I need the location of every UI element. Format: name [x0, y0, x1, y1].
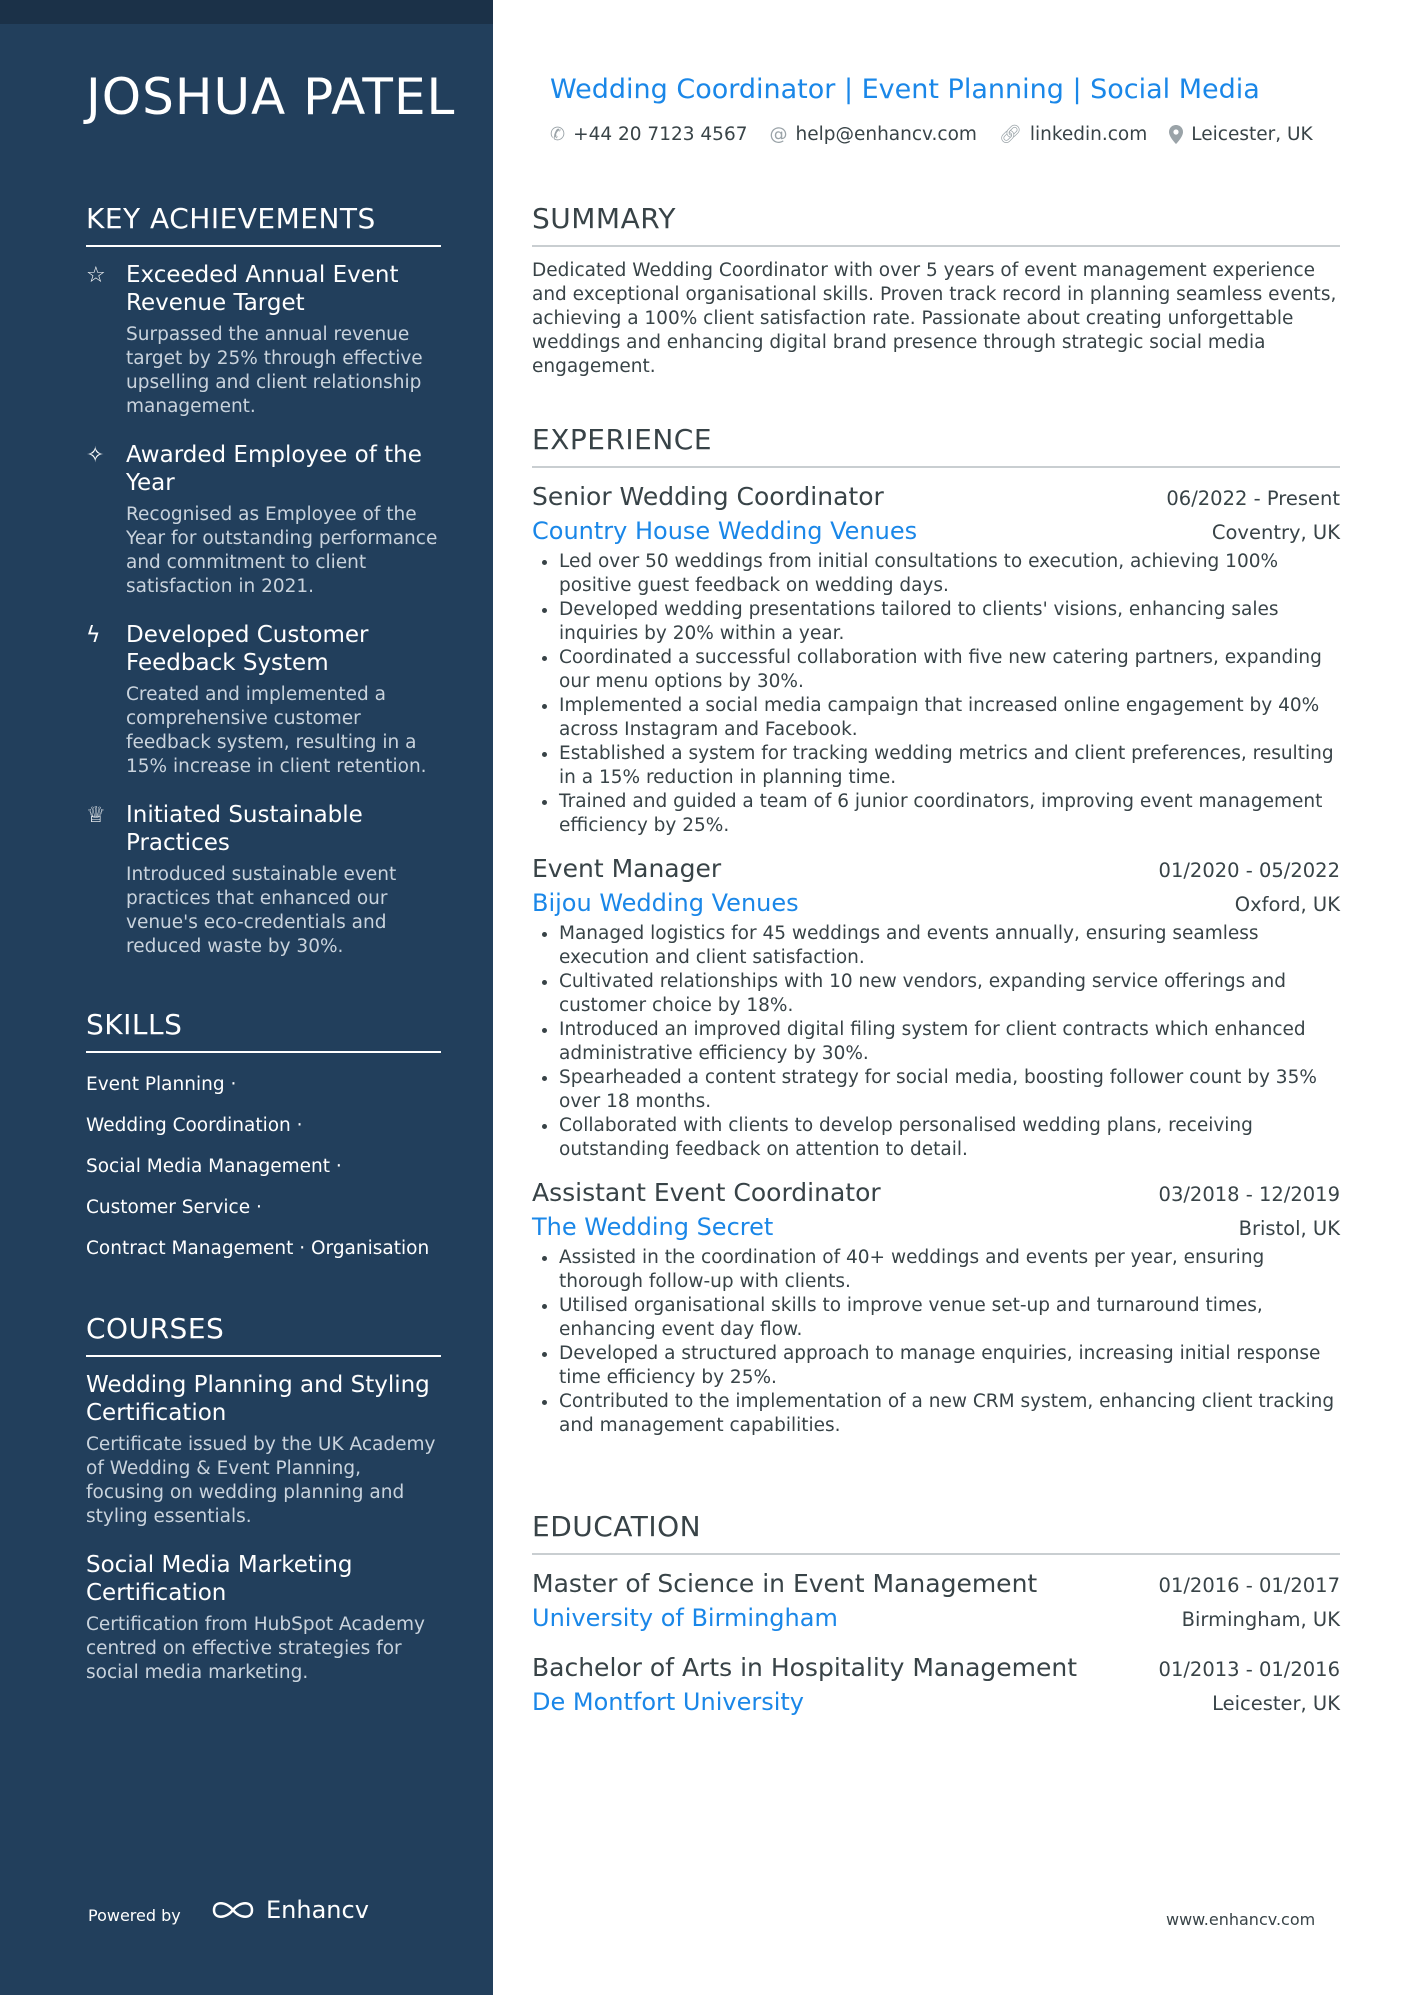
job-company-row	[532, 514, 1340, 548]
education-location: Birmingham, UK	[1181, 1608, 1340, 1631]
achievement-title: Exceeded Annual Event Revenue Target	[126, 262, 399, 316]
education-dates: 01/2013 - 01/2016	[1158, 1658, 1340, 1681]
sidebar-top-bar	[0, 0, 493, 24]
skill-item: Event Planning ·	[86, 1074, 237, 1095]
skill-item: Wedding Coordination ·	[86, 1115, 303, 1136]
lightning-bolt-icon: ϟ	[86, 623, 101, 648]
course-description: Certification from HubSpot Academy centred on effective strategies for social media marketing.	[86, 1614, 425, 1683]
achievements-heading: KEY ACHIEVEMENTS	[86, 202, 441, 247]
job-title: Assistant Event Coordinator	[532, 1178, 881, 1207]
job-location: Oxford, UK	[1234, 893, 1340, 916]
at-sign-icon: @	[769, 124, 788, 145]
education-section	[532, 1510, 1340, 1735]
degree-title: Bachelor of Arts in Hospitality Management	[532, 1653, 1078, 1682]
enhancv-logo[interactable]	[210, 1896, 369, 1924]
job-bullet: • Trained and guided a team of 6 junior coordinators, improving event management efficiency by 25%.	[559, 790, 1340, 838]
job-bullet: • Contributed to the implementation of a new CRM system, enhancing client tracking and management capabilities.	[559, 1390, 1340, 1438]
achievement-description: Surpassed the annual revenue target by 25% through effective upselling and client relationship management.	[126, 324, 423, 417]
achievement-title: Developed Customer Feedback System	[126, 622, 369, 676]
achievements-section	[86, 202, 441, 981]
company-name[interactable]: Country House Wedding Venues	[532, 517, 918, 545]
job-bullets	[532, 550, 1340, 838]
job-bullets	[532, 922, 1340, 1162]
job-title-row	[532, 480, 1340, 514]
achievements-list	[86, 261, 441, 959]
job-bullet: • Coordinated a successful collaboration with five new catering partners, expanding our menu options by 30%.	[559, 646, 1340, 694]
job-bullet: • Spearheaded a content strategy for social media, boosting follower count by 35% over 18 months.	[559, 1066, 1340, 1114]
job-bullet: • Collaborated with clients to develop personalised wedding plans, receiving outstanding feedback on attention to detail.	[559, 1114, 1340, 1162]
summary-section	[532, 202, 1340, 379]
job-bullets	[532, 1246, 1340, 1438]
job-bullet: • Developed a structured approach to manage enquiries, increasing initial response time efficiency by 25%.	[559, 1342, 1340, 1390]
contact-phone[interactable]	[550, 124, 747, 145]
contact-email[interactable]	[769, 124, 976, 145]
courses-section	[86, 1312, 441, 1707]
course-title: Social Media Marketing Certification	[86, 1552, 353, 1606]
experience-heading: EXPERIENCE	[532, 423, 1340, 468]
job-company-row	[532, 886, 1340, 920]
achievement-title: Awarded Employee of the Year	[126, 442, 422, 496]
job-entry	[532, 1176, 1340, 1438]
skill-item: Contract Management · Organisation	[86, 1238, 430, 1259]
achievement-title: Initiated Sustainable Practices	[126, 802, 363, 856]
achievement-item	[86, 621, 441, 779]
job-bullet: • Cultivated relationships with 10 new vendors, expanding service offerings and customer choice by 18%.	[559, 970, 1340, 1018]
job-dates: 03/2018 - 12/2019	[1158, 1183, 1340, 1206]
job-location: Bristol, UK	[1238, 1217, 1340, 1240]
education-school-row	[532, 1601, 1340, 1635]
education-heading: EDUCATION	[532, 1510, 1340, 1555]
magic-wand-icon: ✧	[86, 443, 105, 468]
job-title: Event Manager	[532, 854, 722, 883]
course-title: Wedding Planning and Styling Certification	[86, 1372, 430, 1426]
job-location: Coventry, UK	[1211, 521, 1340, 544]
education-dates: 01/2016 - 01/2017	[1158, 1574, 1340, 1597]
powered-by-label: Powered by	[88, 1906, 181, 1925]
achievement-description: Created and implemented a comprehensive customer feedback system, resulting in a 15% increase in client retention.	[126, 684, 427, 777]
job-dates: 01/2020 - 05/2022	[1158, 859, 1340, 882]
skills-list	[86, 1067, 441, 1261]
education-list	[532, 1567, 1340, 1719]
enhancv-logo-text: Enhancv	[266, 1896, 369, 1924]
contact-bar	[550, 124, 1335, 145]
job-bullet: • Assisted in the coordination of 40+ weddings and events per year, ensuring thorough follow-up with clients.	[559, 1246, 1340, 1294]
summary-heading: SUMMARY	[532, 202, 1340, 247]
courses-list	[86, 1371, 441, 1685]
degree-title: Master of Science in Event Management	[532, 1569, 1038, 1598]
achievement-body	[126, 441, 441, 599]
star-icon: ☆	[86, 263, 106, 288]
achievement-body	[126, 261, 441, 419]
contact-location	[1169, 124, 1312, 145]
footer-url[interactable]: www.enhancv.com	[1166, 1910, 1316, 1929]
job-title: Senior Wedding Coordinator	[532, 482, 884, 511]
location-pin-icon	[1169, 125, 1183, 144]
phone-text: +44 20 7123 4567	[573, 124, 748, 145]
linkedin-text: linkedin.com	[1029, 124, 1148, 145]
achievement-item	[86, 261, 441, 419]
school-name[interactable]: University of Birmingham	[532, 1604, 838, 1632]
courses-heading: COURSES	[86, 1312, 441, 1357]
skills-heading: SKILLS	[86, 1008, 441, 1053]
achievement-description: Recognised as Employee of the Year for outstanding performance and commitment to client satisfaction in 2021.	[126, 504, 438, 597]
achievement-body	[126, 621, 441, 779]
candidate-name: JOSHUA PATEL	[86, 68, 456, 126]
education-degree-row	[532, 1567, 1340, 1601]
location-text: Leicester, UK	[1191, 124, 1313, 145]
education-entry	[532, 1567, 1340, 1635]
job-bullet: • Led over 50 weddings from initial consultations to execution, achieving 100% positive guest feedback on wedding days.	[559, 550, 1340, 598]
achievement-body	[126, 801, 441, 959]
education-school-row	[532, 1685, 1340, 1719]
school-name[interactable]: De Montfort University	[532, 1688, 804, 1716]
achievement-item	[86, 801, 441, 959]
phone-icon: ✆	[550, 124, 566, 145]
job-bullet: • Utilised organisational skills to improve venue set-up and turnaround times, enhancing event day flow.	[559, 1294, 1340, 1342]
company-name[interactable]: Bijou Wedding Venues	[532, 889, 799, 917]
summary-text: Dedicated Wedding Coordinator with over 5 years of event management experience and exceptional organisational skills. Proven track record in planning seamless events, achieving a 100% client satisfaction rate. Passionate about creating unforgettable weddings and enhancing digital brand presence through strategic social media engagement.	[532, 260, 1337, 377]
job-entry	[532, 480, 1340, 838]
enhancv-logo-icon	[210, 1897, 256, 1923]
job-bullet: • Implemented a social media campaign that increased online engagement by 40% across Instagram and Facebook.	[559, 694, 1340, 742]
contact-linkedin[interactable]	[999, 124, 1147, 145]
education-entry	[532, 1651, 1340, 1719]
link-icon: 🔗︎	[998, 124, 1022, 145]
job-bullet: • Developed wedding presentations tailored to clients' visions, enhancing sales inquiries by 20% within a year.	[559, 598, 1340, 646]
trophy-icon: ♕	[86, 803, 106, 828]
job-entry	[532, 852, 1340, 1162]
job-title-row	[532, 1176, 1340, 1210]
skills-section	[86, 1008, 441, 1278]
headline: Wedding Coordinator | Event Planning | Social Media	[550, 74, 1260, 105]
company-name[interactable]: The Wedding Secret	[532, 1213, 774, 1241]
skill-item: Social Media Management ·	[86, 1156, 342, 1177]
achievement-item	[86, 441, 441, 599]
skill-item: Customer Service ·	[86, 1197, 262, 1218]
experience-section	[532, 423, 1340, 1452]
job-bullet: • Established a system for tracking wedding metrics and client preferences, resulting in a 15% reduction in planning time.	[559, 742, 1340, 790]
job-dates: 06/2022 - Present	[1166, 487, 1340, 510]
achievement-description: Introduced sustainable event practices that enhanced our venue's eco-credentials and reduced waste by 30%.	[126, 864, 397, 957]
email-text: help@enhancv.com	[795, 124, 977, 145]
experience-list	[532, 480, 1340, 1438]
education-degree-row	[532, 1651, 1340, 1685]
sidebar	[0, 0, 493, 1995]
job-bullet: • Managed logistics for 45 weddings and events annually, ensuring seamless execution and client satisfaction.	[559, 922, 1340, 970]
job-title-row	[532, 852, 1340, 886]
course-description: Certificate issued by the UK Academy of Wedding & Event Planning, focusing on wedding planning and styling essentials.	[86, 1434, 436, 1527]
job-bullet: • Introduced an improved digital filing system for client contracts which enhanced administrative efficiency by 30%.	[559, 1018, 1340, 1066]
job-company-row	[532, 1210, 1340, 1244]
education-location: Leicester, UK	[1212, 1692, 1340, 1715]
